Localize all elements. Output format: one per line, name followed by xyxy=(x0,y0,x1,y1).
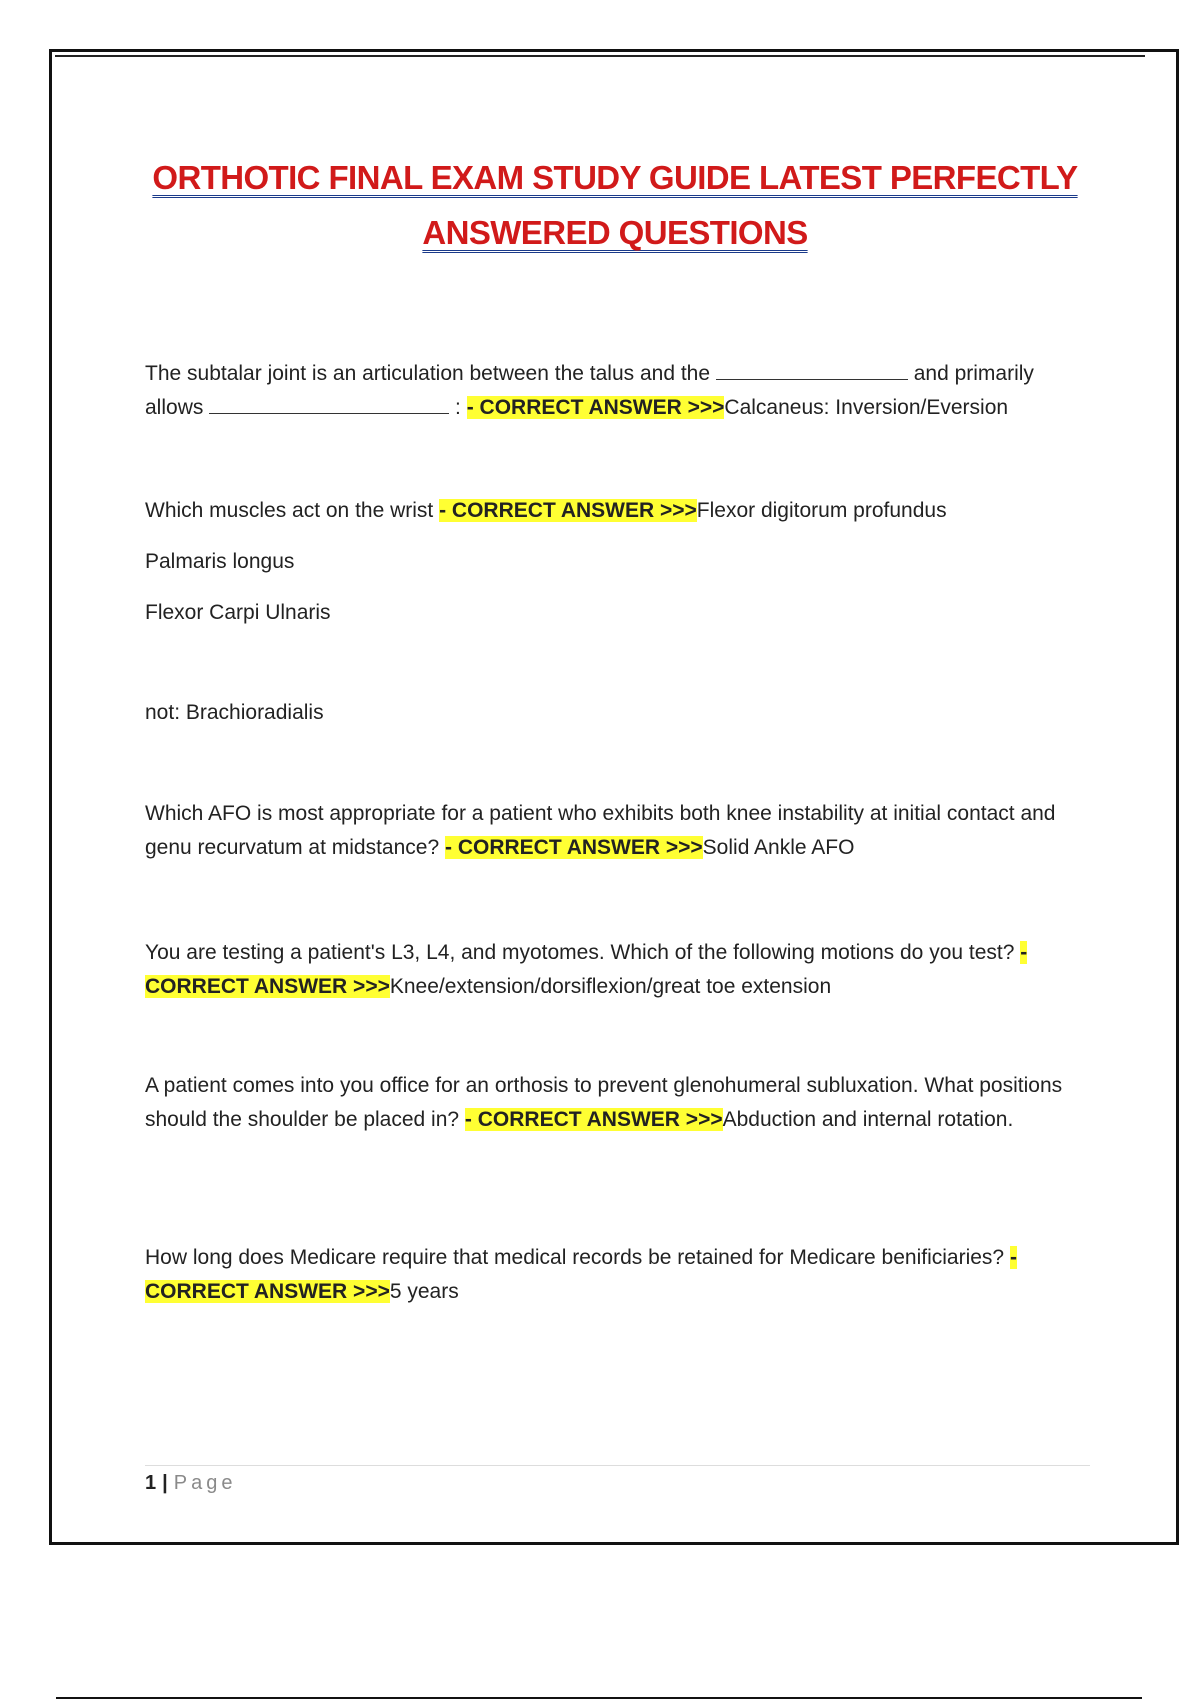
answer-3: Solid Ankle AFO xyxy=(702,836,855,859)
title-line-2: ANSWERED QUESTIONS xyxy=(422,214,808,251)
question-1-part-2: and primarily allows xyxy=(145,362,1034,419)
footer-separator: | xyxy=(162,1472,168,1494)
question-2-text: Which muscles act on the wrist xyxy=(145,499,434,522)
question-1 xyxy=(145,357,1090,425)
answer-2-line-4: not: Brachioradialis xyxy=(145,701,324,724)
answer-marker-3: - CORRECT ANSWER >>> xyxy=(445,836,703,859)
next-page-rule xyxy=(56,1697,1142,1699)
answer-2: Flexor digitorum profundus xyxy=(696,499,947,522)
answer-marker-2: - CORRECT ANSWER >>> xyxy=(439,499,697,522)
fill-in-blank-1 xyxy=(716,357,908,380)
question-1-part-1: The subtalar joint is an articulation between the talus and the xyxy=(145,362,711,385)
question-6-text: How long does Medicare require that medical records be retained for Medicare benificiaries? xyxy=(145,1246,1005,1269)
answer-5: Abduction and internal rotation. xyxy=(722,1108,1014,1131)
question-4-text: You are testing a patient's L3, L4, and myotomes. Which of the following motions do you test? xyxy=(145,941,1015,964)
fill-in-blank-2 xyxy=(209,391,449,414)
question-1-part-3: : xyxy=(455,396,461,419)
answer-1: Calcaneus: Inversion/Eversion xyxy=(724,396,1009,419)
title-line-1: ORTHOTIC FINAL EXAM STUDY GUIDE LATEST PERFECTLY xyxy=(152,159,1078,196)
question-3-text: Which AFO is most appropriate for a patient who exhibits both knee instability at initial contact and genu recurvatum at midstance? xyxy=(145,802,1056,859)
answer-6: 5 years xyxy=(389,1280,459,1303)
answer-2-line-3: Flexor Carpi Ulnaris xyxy=(145,601,331,624)
answer-4: Knee/extension/dorsiflexion/great toe extension xyxy=(389,975,832,998)
question-3 xyxy=(145,797,1090,865)
page-footer xyxy=(145,1465,1090,1495)
answer-2-line-2: Palmaris longus xyxy=(145,550,295,573)
answer-marker-5: - CORRECT ANSWER >>> xyxy=(464,1108,723,1131)
answer-marker-6: - CORRECT ANSWER >>> xyxy=(145,1246,1017,1303)
question-4 xyxy=(145,936,1090,1004)
answer-marker-1: - CORRECT ANSWER >>> xyxy=(466,396,725,419)
question-5-text: A patient comes into you office for an orthosis to prevent glenohumeral subluxation. What positions should the shoulder be placed in? xyxy=(145,1074,1063,1131)
header-rule xyxy=(55,55,1145,57)
question-6 xyxy=(145,1241,1090,1309)
document-title xyxy=(140,150,1090,260)
answer-marker-4: - CORRECT ANSWER >>> xyxy=(145,941,1028,998)
page-label: Page xyxy=(173,1472,237,1494)
question-2 xyxy=(145,494,1090,528)
page-number: 1 xyxy=(145,1472,157,1494)
question-5 xyxy=(145,1069,1090,1137)
